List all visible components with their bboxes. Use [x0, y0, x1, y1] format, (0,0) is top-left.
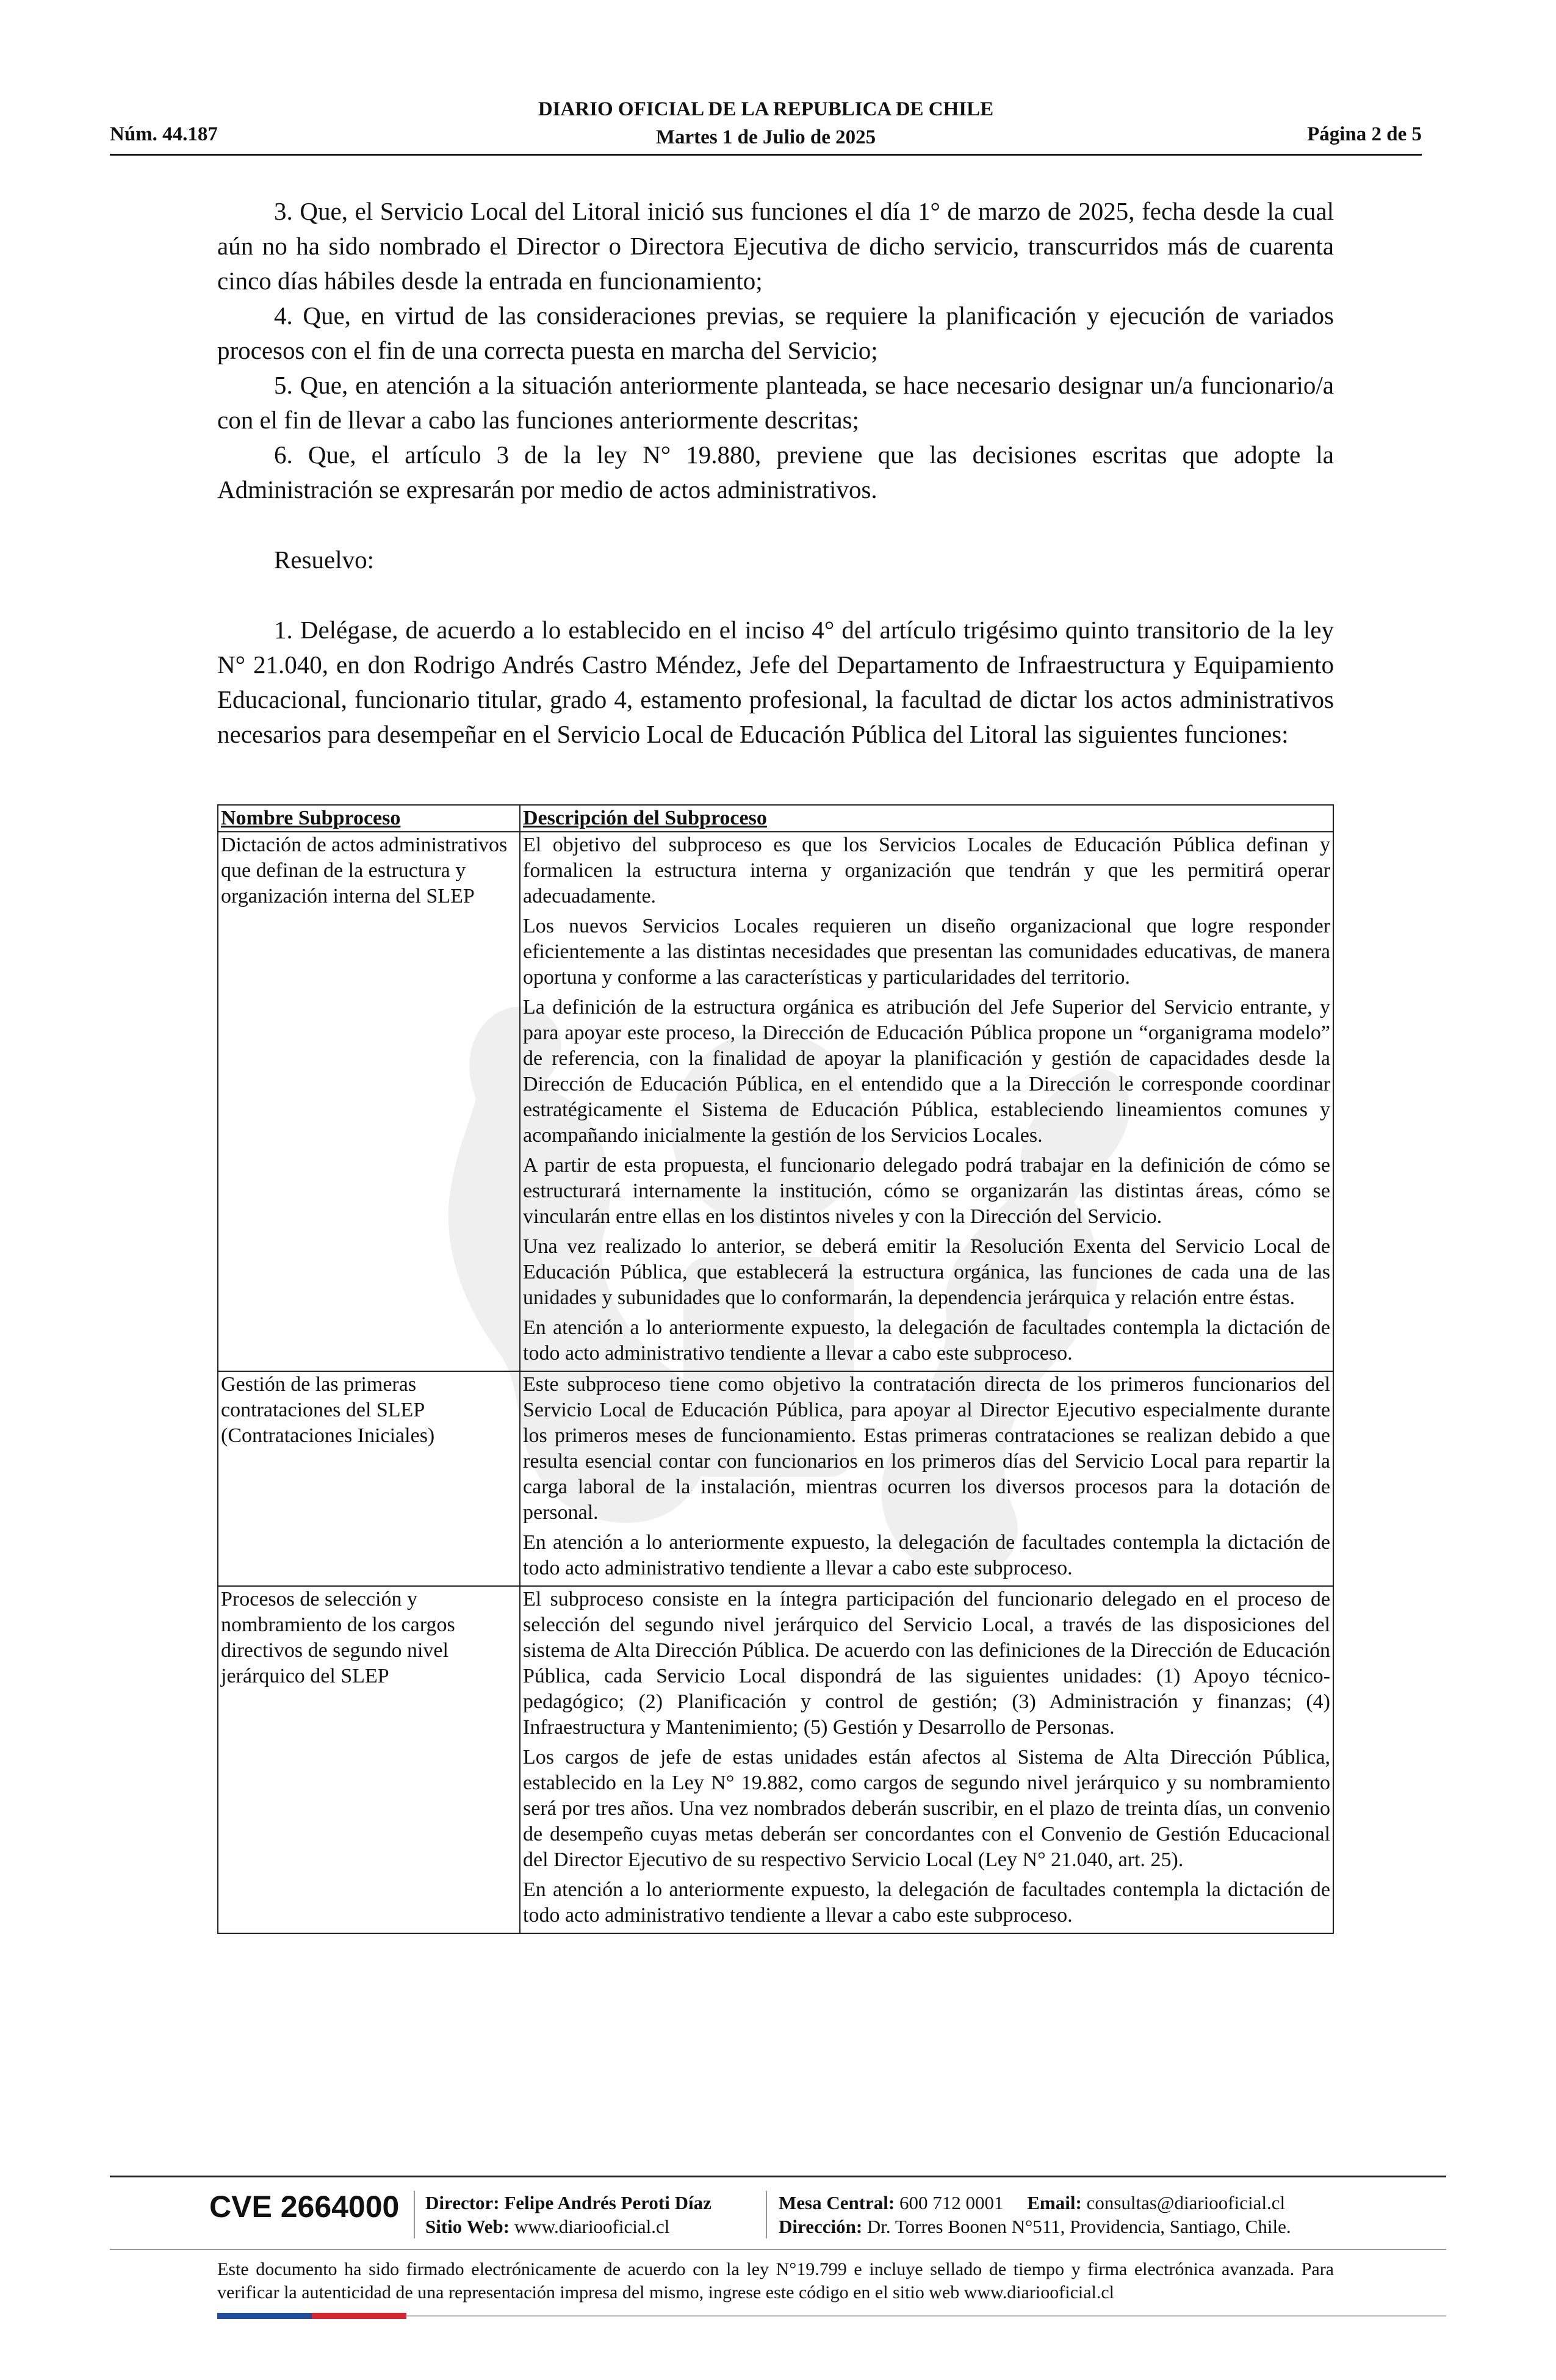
description-paragraph: En atención a lo anteriormente expuesto, la delegación de facultades contempla la dictación de todo acto administrativo tendiente a llevar a cabo este subproceso. [523, 1878, 1330, 1927]
header-subprocess-description: Descripción del Subproceso [520, 805, 1333, 832]
consideration-3: 3. Que, el Servicio Local del Litoral inició sus funciones el día 1° de marzo de 2025, fecha desde la cual aún no ha sido nombrado el Director o Directora Ejecutiva de dicho servicio, transcurridos más de cuarenta cinco días hábiles desde la entrada en funcionamiento; [217, 197, 1334, 295]
subprocess-description [520, 1586, 1333, 1933]
description-paragraph: El objetivo del subproceso es que los Servicios Locales de Educación Pública definan y formalicen la estructura interna y organización que tendrán y que les permitirá operar adecuadamente. [523, 834, 1330, 907]
description-paragraph: Una vez realizado lo anterior, se deberá emitir la Resolución Exenta del Servicio Local de Educación Pública, que establecerá la estructura orgánica, las funciones de cada una de las unidades y subunidades que lo conformarán, la dependencia jerárquica y relación entre éstas. [523, 1235, 1330, 1309]
consideration-6: 6. Que, el artículo 3 de la ley N° 19.880, previene que las decisiones escritas que adopte la Administración se expresarán por medio de actos administrativos. [217, 441, 1334, 503]
director-name: Felipe Andrés Peroti Díaz [504, 2192, 711, 2213]
description-paragraph: El subproceso consiste en la íntegra participación del funcionario delegado en el proceso de selección del segundo nivel jerárquico del Servicio Local, a través de las disposiciones del sistema de Alta Dirección Pública. De acuerdo con las definiciones de la Dirección de Educación Pública, cada Servicio Local dispondrá de las siguientes unidades: (1) Apoyo técnico-pedagógico; (2) Planificación y control de gestión; (3) Administración y finanzas; (4) Infraestructura y Mantenimiento; (5) Gestión y Desarrollo de Personas. [523, 1588, 1330, 1739]
consideration-5: 5. Que, en atención a la situación anteriormente planteada, se hace necesario designar un/a funcionario/a con el fin de llevar a cabo las funciones anteriormente descritas; [217, 371, 1334, 434]
subprocess-name: Gestión de las primeras contrataciones del SLEP (Contrataciones Iniciales) [218, 1371, 520, 1586]
footer-mid-divider [110, 2249, 1446, 2250]
header-divider [110, 154, 1422, 156]
header-subprocess-name: Nombre Subproceso [218, 805, 520, 832]
cve-code: CVE 2664000 [209, 2190, 400, 2224]
description-paragraph: En atención a lo anteriormente expuesto, la delegación de facultades contempla la dictación de todo acto administrativo tendiente a llevar a cabo este subproceso. [523, 1316, 1330, 1365]
subprocess-name: Dictación de actos administrativos que definan de la estructura y organización interna del SLEP [218, 832, 520, 1371]
website-label: Sitio Web: [425, 2216, 510, 2237]
address-label: Dirección: [779, 2216, 863, 2237]
footer-separator [414, 2191, 415, 2238]
description-paragraph: Este subproceso tiene como objetivo la contratación directa de los primeros funcionarios del Servicio Local de Educación Pública, para apoyar al Director Ejecutivo especialmente durante los primeros meses de funcionamiento. Estas primeras contrataciones se realizan debido a que resulta esencial contar con funcionarios en los primeros días del Servicio Local para repartir la carga laboral de la instalación, mientras ocurren los diversos procesos para la dotación de personal. [523, 1373, 1330, 1524]
website-link[interactable]: www.diariooficial.cl [514, 2216, 670, 2237]
director-label: Director: [425, 2192, 500, 2213]
footer-top-divider [110, 2176, 1446, 2177]
page-header [110, 92, 1422, 153]
description-paragraph: Los nuevos Servicios Locales requieren un diseño organizacional que logre responder eficientemente a las distintas necesidades que presentan las comunidades educativas, de manera oportuna y conforme a las características y particularidades del territorio. [523, 915, 1330, 989]
footer-contact-block [779, 2191, 1291, 2238]
masthead [110, 95, 1422, 151]
footer-bottom-divider [406, 2315, 1446, 2317]
table-header-row [218, 805, 1333, 832]
phone-label: Mesa Central: [779, 2192, 895, 2213]
subprocess-name: Procesos de selección y nombramiento de los cargos directivos de segundo nivel jerárquico del SLEP [218, 1586, 520, 1933]
document-body [217, 194, 1334, 752]
resolution-paragraph-1: 1. Delégase, de acuerdo a lo establecido en el inciso 4° del artículo trigésimo quinto transitorio de la ley N° 21.040, en don Rodrigo Andrés Castro Méndez, Jefe del Departamento de Infraestructura y Equipamiento Educacional, funcionario titular, grado 4, estamento profesional, la facultad de dictar los actos administrativos necesarios para desempeñar en el Servicio Local de Educación Pública del Litoral las siguientes funciones: [217, 616, 1334, 748]
newspaper-title: DIARIO OFICIAL DE LA REPUBLICA DE CHILE [538, 98, 994, 120]
table-row [218, 1371, 1333, 1586]
flag-bar-red [312, 2313, 406, 2319]
flag-bar-blue [217, 2313, 312, 2319]
subprocess-description [520, 1371, 1333, 1586]
email-label: Email: [1027, 2192, 1082, 2213]
legal-notice: Este documento ha sido firmado electrónicamente de acuerdo con la ley N°19.799 e incluye sellado de tiempo y firma electrónica avanzada. Para verificar la autenticidad de una representación impresa del mismo, ingrese este código en el sitio web www.diariooficial.cl [217, 2259, 1334, 2302]
subprocess-description [520, 832, 1333, 1371]
footer-director-block [425, 2191, 711, 2238]
table-row [218, 1586, 1333, 1933]
description-paragraph: A partir de esta propuesta, el funcionario delegado podrá trabajar en la definición de cómo se estructurará internamente la institución, cómo se organizarán las distintas áreas, cómo se vincularán entre ellas en los distintos niveles y con la Dirección del Servicio. [523, 1154, 1330, 1228]
description-paragraph: La definición de la estructura orgánica es atribución del Jefe Superior del Servicio entrante, y para apoyar este proceso, la Dirección de Educación Pública propone un “organigrama modelo” de referencia, con la finalidad de apoyar la planificación y gestión de capacidades desde la Dirección de Educación Pública, en el entendido que a la Dirección le corresponde coordinar estratégicamente el Sistema de Educación Pública, estableciendo lineamientos comunes y acompañando inicialmente la gestión de los Servicios Locales. [523, 996, 1330, 1147]
description-paragraph: En atención a lo anteriormente expuesto, la delegación de facultades contempla la dictación de todo acto administrativo tendiente a llevar a cabo este subproceso. [523, 1531, 1330, 1579]
phone-number: 600 712 0001 [899, 2192, 1004, 2213]
resolution-heading: Resuelvo: [274, 546, 374, 574]
issue-date: Martes 1 de Julio de 2025 [655, 126, 876, 148]
address-value: Dr. Torres Boonen N°511, Providencia, Santiago, Chile. [866, 2216, 1291, 2237]
table-row [218, 832, 1333, 1371]
subprocess-table [217, 804, 1334, 1934]
email-link[interactable]: consultas@diariooficial.cl [1086, 2192, 1286, 2213]
issue-number: Núm. 44.187 [110, 123, 218, 145]
description-paragraph: Los cargos de jefe de estas unidades están afectos al Sistema de Alta Dirección Pública, establecido en la Ley N° 19.882, como cargos de segundo nivel jerárquico y su nombramiento será por tres años. Una vez nombrados deberán suscribir, en el plazo de treinta días, un convenio de desempeño cuyas metas deberán ser concordantes con el Convenio de Gestión Educacional del Director Ejecutivo de su respectivo Servicio Local (Ley N° 21.040, art. 25). [523, 1746, 1330, 1871]
consideration-4: 4. Que, en virtud de las consideraciones previas, se requiere la planificación y ejecución de variados procesos con el fin de una correcta puesta en marcha del Servicio; [217, 301, 1334, 364]
page-number: Página 2 de 5 [1307, 123, 1422, 145]
footer-separator [766, 2191, 767, 2238]
